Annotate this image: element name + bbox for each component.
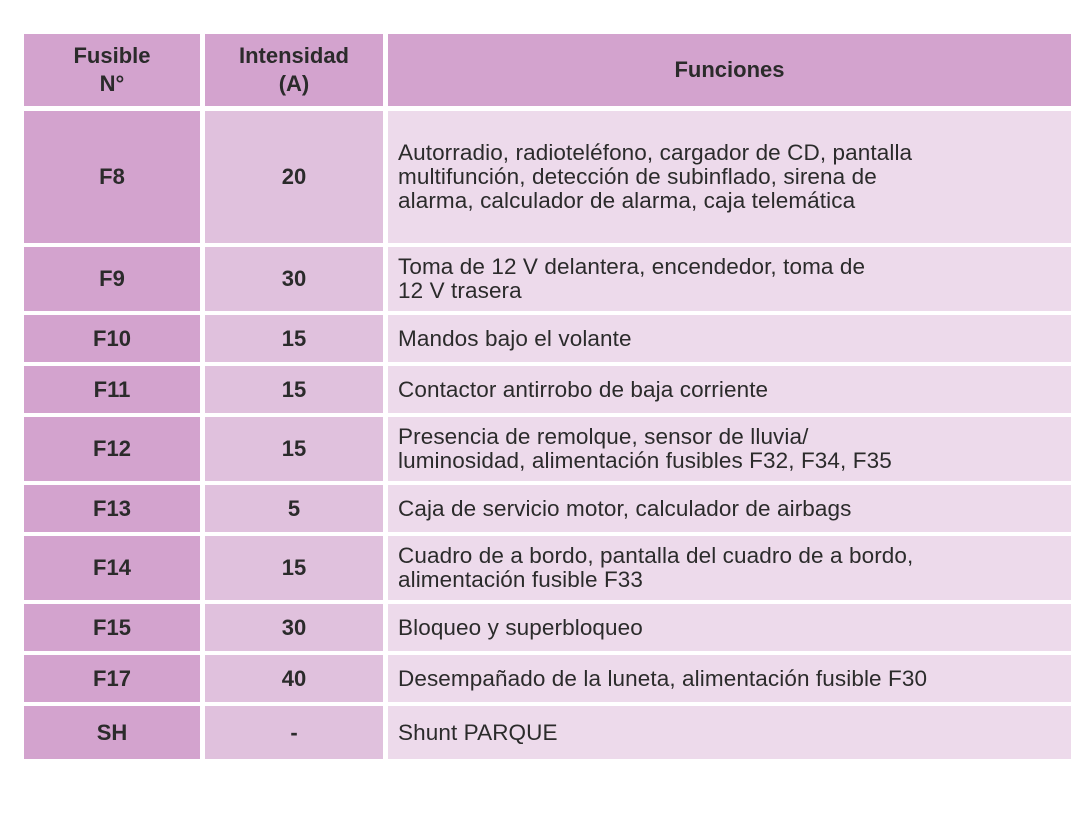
header-amperage-line-1: Intensidad [238,43,349,68]
amperage-cell: 30 [205,247,388,315]
fuse-cell: F10 [24,315,205,366]
table-row [24,315,1071,366]
amperage-cell: 5 [205,485,388,536]
fuse-cell: SH [24,706,205,759]
amperage-cell: 20 [205,111,388,247]
fuse-cell: F8 [24,111,205,247]
functions-cell: Desempañado de la luneta, alimentación fusible F30 [388,655,1071,706]
table-row [24,536,1071,604]
fuse-cell: F17 [24,655,205,706]
header-fuse-line-1: Fusible [73,43,151,68]
amperage-cell: 15 [205,536,388,604]
table-row [24,706,1071,759]
table-header [24,34,1071,111]
fuse-cell: F15 [24,604,205,655]
functions-cell: Autorradio, radioteléfono, cargador de CD, pantalla multifunción, detección de subinflado, sirena de alarma, calculador de alarma, caja telemática [388,111,1071,247]
fuse-cell: F12 [24,417,205,485]
functions-cell: Presencia de remolque, sensor de lluvia/ luminosidad, alimentación fusibles F32, F34, F35 [388,417,1071,485]
amperage-cell: 15 [205,417,388,485]
functions-cell: Cuadro de a bordo, pantalla del cuadro de a bordo, alimentación fusible F33 [388,536,1071,604]
header-amperage-line-2: (A) [278,71,310,96]
table-row [24,111,1071,247]
amperage-cell: 30 [205,604,388,655]
fuse-cell: F9 [24,247,205,315]
fuse-cell: F11 [24,366,205,417]
header-row [24,34,1071,111]
amperage-cell: - [205,706,388,759]
header-functions: Funciones [388,34,1071,111]
amperage-cell: 15 [205,315,388,366]
table-row [24,417,1071,485]
functions-cell: Toma de 12 V delantera, encendedor, toma de 12 V trasera [388,247,1071,315]
table-row [24,604,1071,655]
functions-cell: Bloqueo y superbloqueo [388,604,1071,655]
table-body [24,111,1071,759]
fuse-cell: F13 [24,485,205,536]
amperage-cell: 15 [205,366,388,417]
header-fuse-line-2: N° [99,71,125,96]
amperage-cell: 40 [205,655,388,706]
fuse-cell: F14 [24,536,205,604]
table-row [24,366,1071,417]
functions-cell: Contactor antirrobo de baja corriente [388,366,1071,417]
table-row [24,655,1071,706]
functions-cell: Mandos bajo el volante [388,315,1071,366]
table-row [24,485,1071,536]
functions-cell: Shunt PARQUE [388,706,1071,759]
header-amperage [205,34,388,111]
header-fuse-number [24,34,205,111]
table-row [24,247,1071,315]
fuse-table [24,34,1071,759]
functions-cell: Caja de servicio motor, calculador de airbags [388,485,1071,536]
